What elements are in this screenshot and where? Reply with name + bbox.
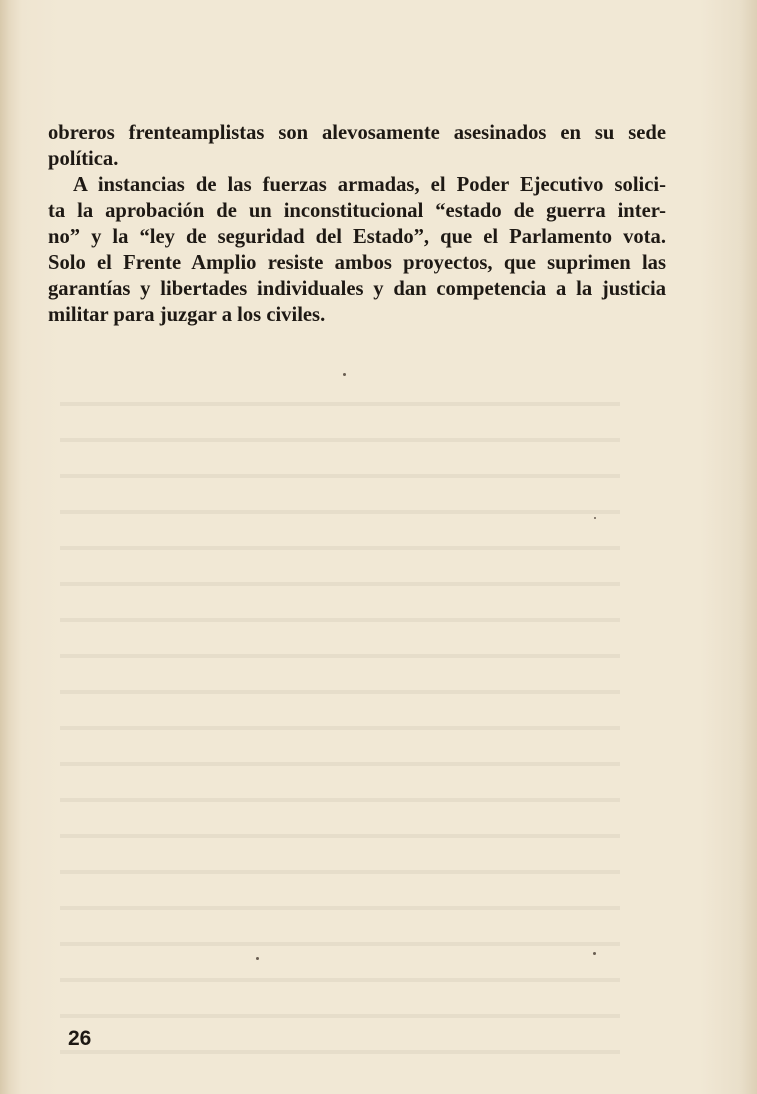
text-line: obreros frenteamplistas son alevosamente asesinados en su sede xyxy=(48,122,666,144)
page-number: 26 xyxy=(68,1027,92,1050)
text-line: ta la aprobación de un inconstitucional “estado de guerra inter- xyxy=(48,200,666,222)
paragraph-2 xyxy=(48,172,666,328)
text-line: Solo el Frente Amplio resiste ambos proyectos, que suprimen las xyxy=(48,252,666,274)
text-line: no” y la “ley de seguridad del Estado”, que el Parlamento vota. xyxy=(48,226,666,248)
paper-speck xyxy=(343,373,346,376)
paragraph-1 xyxy=(48,120,666,172)
show-through-text xyxy=(60,380,620,1070)
body-text xyxy=(48,120,666,328)
paper-speck xyxy=(594,517,596,519)
text-line: política. xyxy=(48,148,119,170)
text-line: militar para juzgar a los civiles. xyxy=(48,304,326,326)
paper-speck xyxy=(256,957,259,960)
paper-speck xyxy=(593,952,596,955)
text-line: A instancias de las fuerzas armadas, el Poder Ejecutivo solici- xyxy=(73,174,666,196)
text-line: garantías y libertades individuales y dan competencia a la justicia xyxy=(48,278,666,300)
